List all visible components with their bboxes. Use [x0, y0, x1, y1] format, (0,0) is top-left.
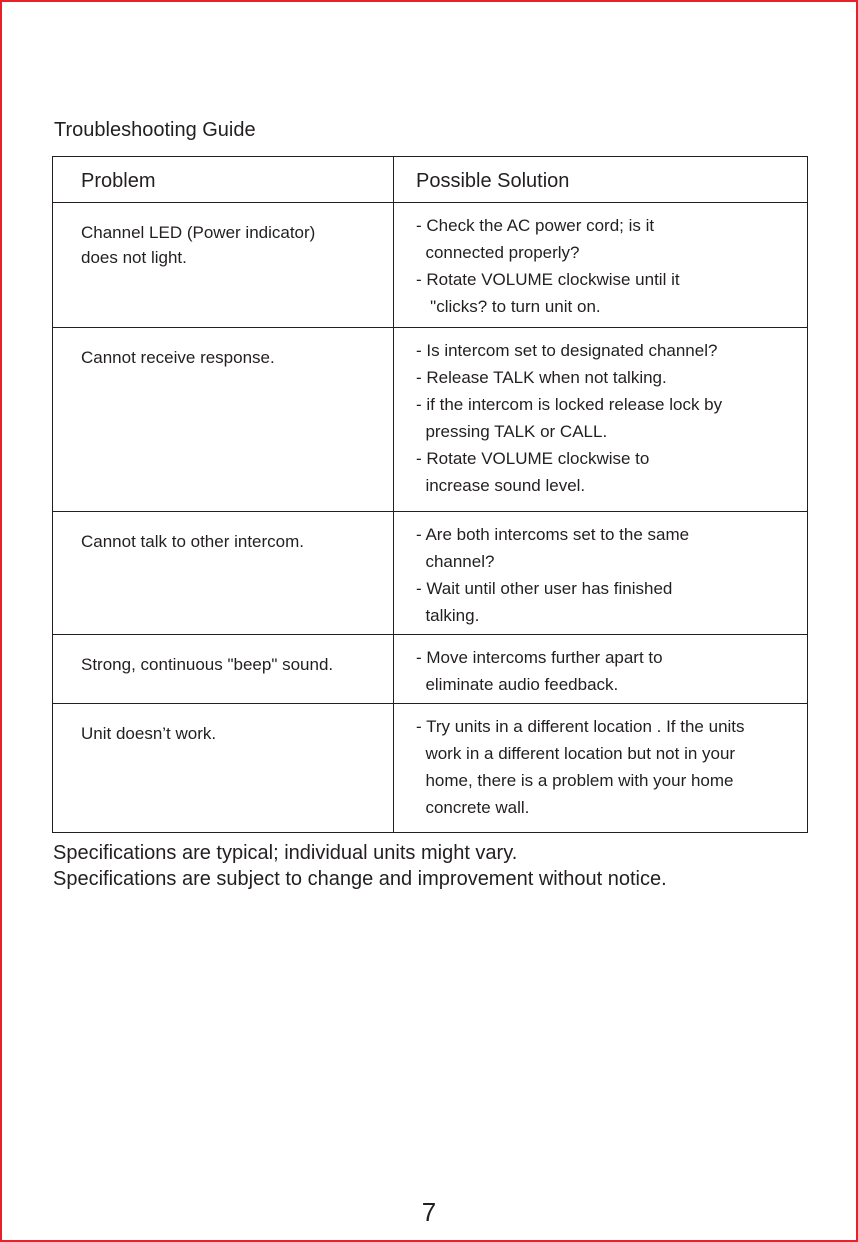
solution-line: increase sound level.	[416, 476, 586, 495]
solution-line: home, there is a problem with your home	[416, 771, 734, 790]
solution-cell	[394, 328, 807, 511]
solution-line: - Rotate VOLUME clockwise to	[416, 449, 650, 468]
solution-column-header: Possible Solution	[416, 170, 570, 192]
specifications-note	[53, 840, 667, 892]
table-row	[53, 512, 807, 635]
solution-line: - Is intercom set to designated channel?	[416, 341, 718, 360]
problem-cell	[53, 328, 394, 511]
table-row	[53, 328, 807, 512]
solution-cell	[394, 635, 807, 703]
problem-column-header: Problem	[53, 157, 394, 202]
troubleshooting-table	[52, 156, 808, 833]
solution-line: - Rotate VOLUME clockwise until it	[416, 270, 680, 289]
solution-line: concrete wall.	[416, 798, 530, 817]
problem-line: Cannot receive response.	[81, 348, 275, 367]
solution-line: - if the intercom is locked release lock by	[416, 395, 723, 414]
solution-line: - Wait until other user has finished	[416, 579, 673, 598]
solution-line: pressing TALK or CALL.	[416, 422, 608, 441]
solution-line: talking.	[416, 606, 480, 625]
problem-cell	[53, 635, 394, 703]
solution-cell	[394, 203, 807, 327]
problem-cell	[53, 704, 394, 832]
problem-cell	[53, 203, 394, 327]
problem-cell	[53, 512, 394, 634]
solution-line: - Try units in a different location . If the units	[416, 717, 745, 736]
solution-line: connected properly?	[416, 243, 580, 262]
solution-line: work in a different location but not in your	[416, 744, 736, 763]
solution-line: eliminate audio feedback.	[416, 675, 619, 694]
solution-line: channel?	[416, 552, 495, 571]
solution-line: - Check the AC power cord; is it	[416, 216, 655, 235]
problem-line: does not light.	[81, 248, 187, 267]
table-header-row	[53, 157, 807, 203]
problem-line: Unit doesn’t work.	[81, 724, 217, 743]
page-title: Troubleshooting Guide	[54, 119, 256, 141]
table-row	[53, 704, 807, 832]
page-number: 7	[421, 1197, 437, 1227]
table-row	[53, 635, 807, 704]
solution-line: - Are both intercoms set to the same	[416, 525, 690, 544]
solution-cell	[394, 704, 807, 832]
problem-line: Strong, continuous "beep" sound.	[81, 655, 334, 674]
specifications-line: Specifications are subject to change and improvement without notice.	[53, 868, 667, 890]
solution-line: - Move intercoms further apart to	[416, 648, 663, 667]
table-row	[53, 203, 807, 328]
problem-line: Cannot talk to other intercom.	[81, 532, 305, 551]
solution-line: "clicks? to turn unit on.	[416, 297, 601, 316]
solution-cell	[394, 512, 807, 634]
specifications-line: Specifications are typical; individual units might vary.	[53, 842, 518, 864]
solution-line: - Release TALK when not talking.	[416, 368, 667, 387]
problem-line: Channel LED (Power indicator)	[81, 223, 316, 242]
